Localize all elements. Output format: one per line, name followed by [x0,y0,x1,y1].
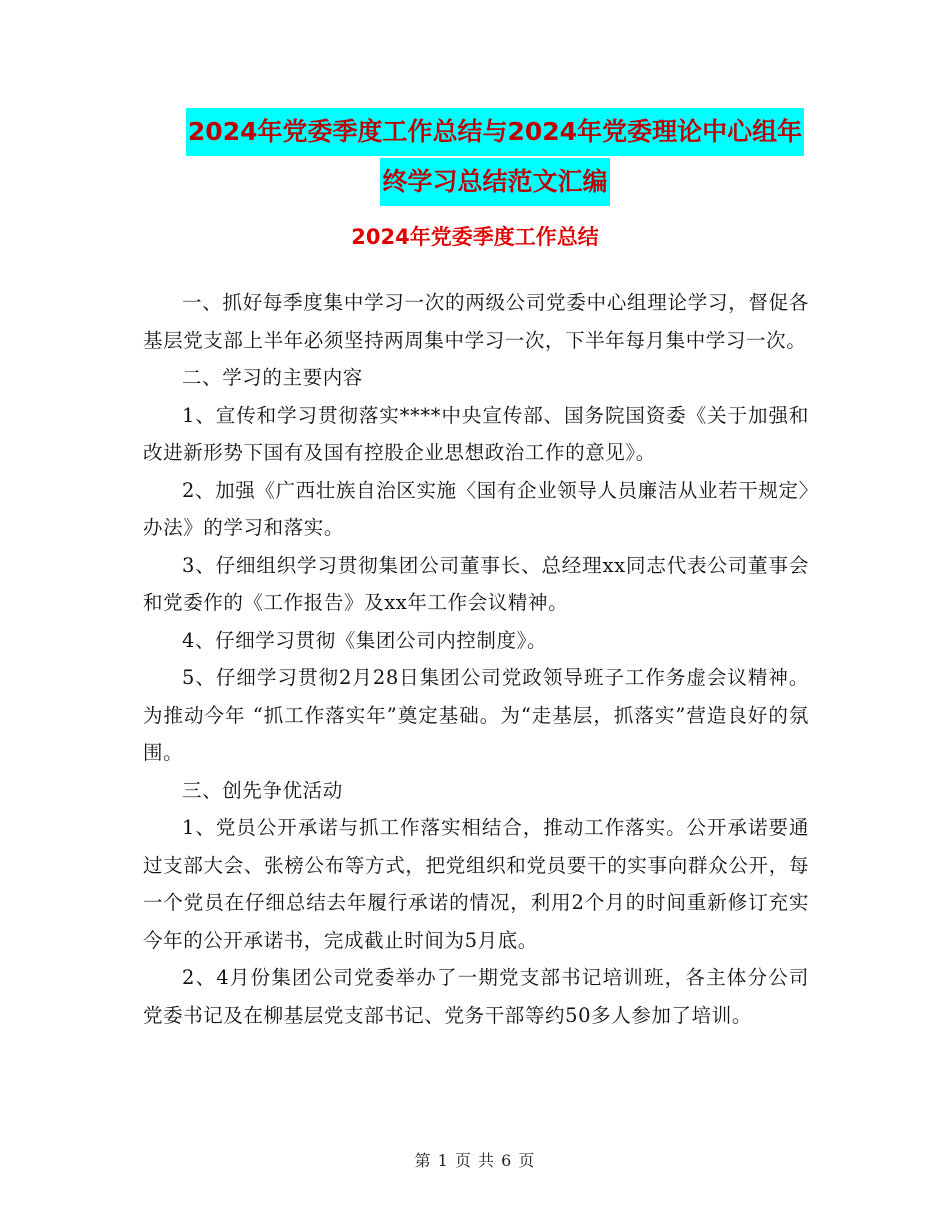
paragraph: 三、创先争优活动 [182,778,343,802]
paragraph: 二、学习的主要内容 [182,366,363,389]
paragraph: 4、仔细学习贯彻《集团公司内控制度》。 [182,628,548,652]
section-heading: 2024年党委季度工作总结 [351,225,599,249]
paragraph: 1、党员公开承诺与抓工作落实相结合，推动工作落实。公开承诺要通过支部大会、张榜公布等方式，把党组织和党员要干的实事向群众公开，每一个党员在仔细总结去年履行承诺的情况，利用2个月的时间重新修订充实今年的公开承诺书，完成截止时间为5月底。 [143,816,809,952]
paragraph: 1、宣传和学习贯彻落实****中央宣传部、国务院国资委《关于加强和改进新形势下国有及国有控股企业思想政治工作的意见》。 [143,403,809,464]
document-body [143,284,809,1034]
page-footer: 第 1 页 共 6 页 [414,1151,536,1170]
paragraph: 一、抓好每季度集中学习一次的两级公司党委中心组理论学习，督促各基层党支部上半年必须坚持两周集中学习一次，下半年每月集中学习一次。 [143,291,809,352]
title-line-2: 终学习总结范文汇编 [380,158,609,206]
paragraph: 5、仔细学习贯彻2月28日集团公司党政领导班子工作务虚会议精神。为推动今年 “抓工作落实年”奠定基础。为“走基层，抓落实”营造良好的氛围。 [143,666,809,764]
paragraph: 3、仔细组织学习贯彻集团公司董事长、总经理xx同志代表公司董事会和党委作的《工作报告》及xx年工作会议精神。 [143,553,809,614]
paragraph: 2、加强《广西壮族自治区实施〈国有企业领导人员廉洁从业若干规定〉办法》的学习和落实。 [143,478,809,539]
document-title [140,108,850,206]
paragraph: 2、4月份集团公司党委举办了一期党支部书记培训班，各主体分公司党委书记及在柳基层党支部书记、党务干部等约50多人参加了培训。 [143,966,809,1027]
title-line-1: 2024年党委季度工作总结与2024年党委理论中心组年 [186,108,804,156]
